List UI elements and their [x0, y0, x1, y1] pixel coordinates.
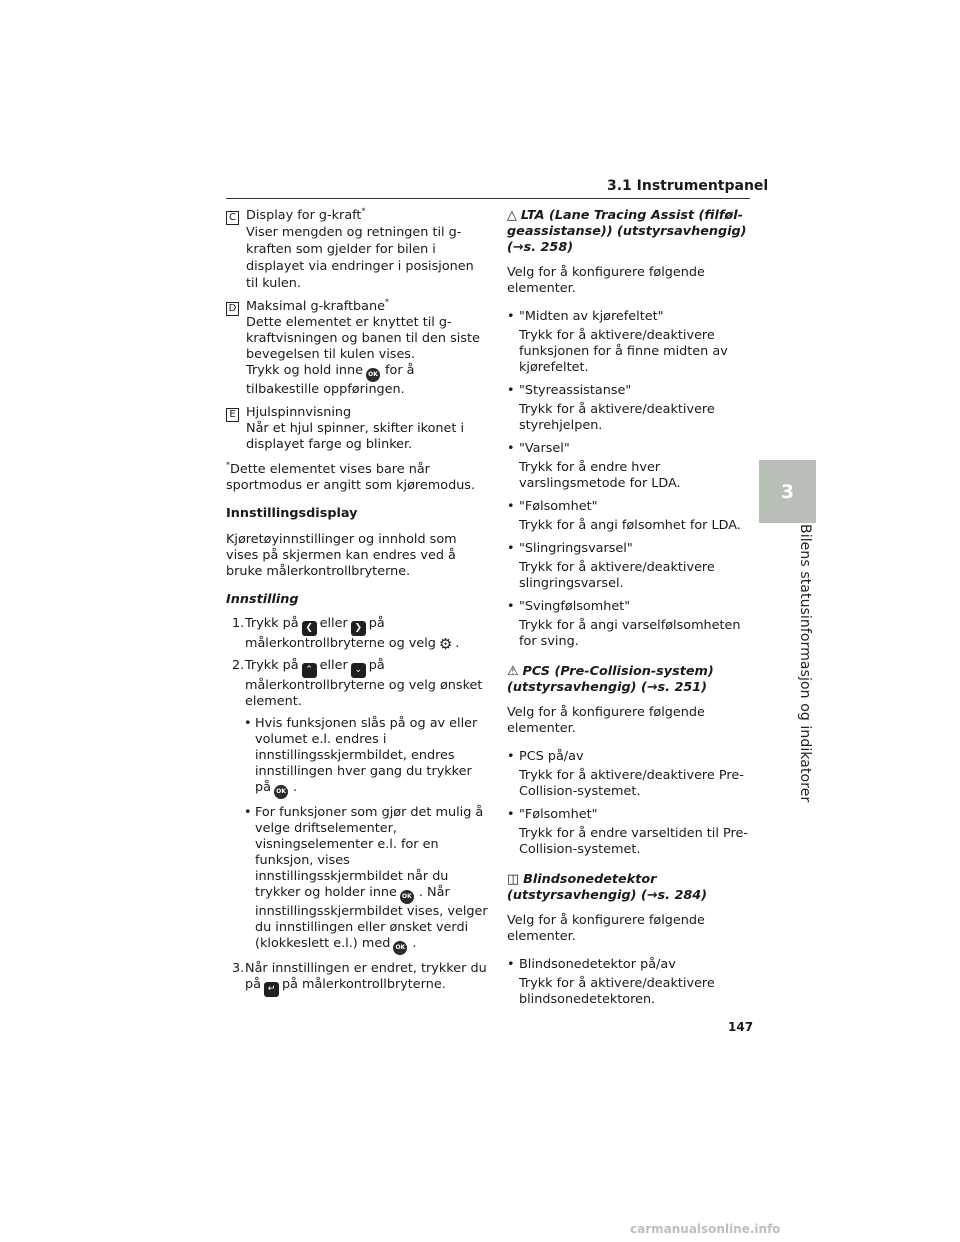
step-text: på målerkontrollbryterne. [281, 977, 446, 992]
bsm-intro: Velg for å konfigurere følgende elementer. [507, 913, 705, 944]
item-e [226, 405, 488, 453]
lta-title: LTA (Lane Tracing Assist (filfølgeassistanse)) (utstyrsavhengig) (→s. 258) [507, 208, 747, 255]
list-item-label: "Slingringsvarsel" [519, 541, 633, 556]
back-arrow-icon: ↵ [264, 982, 279, 997]
list-item-desc: Trykk for å aktivere/deaktivere blindsonedetektoren. [519, 976, 715, 1007]
ok-button-icon: OK [400, 890, 414, 904]
list-item [507, 541, 752, 557]
item-desc: Dette elementet er knyttet til g-kraftvisningen og banen til den siste bevegelsen til kulen vises. [246, 315, 480, 362]
list-item [507, 499, 752, 515]
step-1 [226, 616, 488, 652]
settings-heading: Innstillingsdisplay [226, 506, 358, 521]
list-item-label: "Midten av kjørefeltet" [519, 309, 664, 324]
list-item [507, 599, 752, 615]
item-c [226, 208, 488, 292]
bsm-title: Blindsonedetektor (utstyrsavhengig) (→s. 284) [507, 872, 708, 903]
step-3 [226, 961, 488, 997]
list-item-desc: Trykk for å angi følsomhet for LDA. [519, 518, 741, 533]
step-text: Trykk på [245, 616, 299, 631]
star: * [384, 297, 389, 307]
lane-assist-icon: △ [507, 208, 517, 223]
note-text: Hvis funksjonen slås på og av eller volumet e.l. endres i innstillingsskjermbildet, endres innstillingen hver gang du trykker på [255, 716, 478, 795]
lta-heading [507, 208, 752, 256]
footnote [226, 462, 488, 494]
ok-button-icon: OK [393, 941, 407, 955]
list-item-label: "Følsomhet" [519, 499, 598, 514]
list-item-desc: Trykk for å aktivere/deaktivere Pre-Collision-systemet. [519, 768, 744, 799]
note-text: . [412, 936, 417, 951]
letter-c-badge: C [226, 211, 239, 225]
lta-list [507, 309, 752, 650]
bullet: • [507, 599, 515, 614]
pcs-heading [507, 664, 752, 696]
header-rule [226, 198, 750, 199]
ok-button-icon: OK [366, 368, 380, 382]
item-desc: for å tilbakestille oppføringen. [246, 363, 415, 397]
list-item [507, 309, 752, 325]
bsm-list [507, 957, 752, 1008]
list-item-label: "Varsel" [519, 441, 570, 456]
list-item-label: Blindsonedetektor på/av [519, 957, 676, 972]
note-text: For funksjoner som gjør det mulig å velge driftselementer, visningselementer e.l. for en funksjon, vises innstillingsskjermbildet når du trykker og holder inne [255, 805, 484, 900]
step-text: eller [319, 616, 348, 631]
pcs-title: PCS (Pre-Collision-system) (utstyrsavhengig) (→s. 251) [507, 664, 714, 695]
note-text: . Når innstillingsskjermbildet vises, velger du innstillingen eller ønsket verdi (klokkeslett e.l.) med [255, 885, 488, 951]
ok-button-icon: OK [274, 785, 288, 799]
bullet: • [507, 499, 515, 514]
chevron-up-icon: ⌃ [302, 663, 317, 678]
letter-e-badge: E [226, 408, 239, 422]
footnote-text: Dette elementet vises bare når sportmodus er angitt som kjøremodus. [226, 462, 476, 493]
step-text: . [455, 636, 460, 651]
chevron-right-icon: ❯ [351, 621, 366, 636]
step-text: Trykk på [245, 658, 299, 673]
list-item [507, 441, 752, 457]
item-desc: Trykk og hold inne [246, 363, 364, 378]
note-text: . [292, 780, 298, 795]
step-2-note-2 [226, 805, 488, 955]
list-item-label: PCS på/av [519, 749, 584, 764]
list-item [507, 807, 752, 823]
list-item-desc: Trykk for å angi varselfølsomheten for sving. [519, 618, 741, 649]
lta-intro: Velg for å konfigurere følgende elementer. [507, 265, 705, 296]
section-title: 3.1 Instrumentpanel [607, 178, 769, 194]
list-item-desc: Trykk for å endre varseltiden til Pre-Collision-systemet. [519, 826, 748, 857]
step-text: på målerkontrollbryterne og velg ønsket element. [245, 658, 483, 709]
list-item-desc: Trykk for å aktivere/deaktivere styrehjelpen. [519, 402, 715, 433]
item-title: Hjulspinnvisning [246, 405, 352, 420]
chapter-side-title: Bilens statusinformasjon og indikatorer [797, 524, 813, 803]
gear-icon: ⚙ [438, 635, 453, 653]
chapter-tab: 3 [759, 460, 816, 523]
item-desc: Når et hjul spinner, skifter ikonet i displayet farge og blinker. [246, 421, 465, 452]
list-item-label: "Styreassistanse" [519, 383, 632, 398]
letter-d-badge: D [226, 302, 239, 316]
item-title: Display for g-kraft [246, 208, 362, 223]
bullet: • [244, 805, 252, 820]
list-item-label: "Følsomhet" [519, 807, 598, 822]
settings-subheading: Innstilling [226, 592, 299, 607]
page-number: 147 [728, 1020, 754, 1034]
bullet: • [507, 957, 515, 972]
watermark: carmanualsonline.info [630, 1222, 781, 1236]
step-text: på målerkontrollbryterne og velg [245, 616, 436, 651]
list-item [507, 957, 752, 973]
step-2 [226, 658, 488, 710]
step-2-note-1 [226, 716, 488, 799]
bullet: • [507, 807, 515, 822]
list-item-desc: Trykk for å aktivere/deaktivere funksjonen for å finne midten av kjørefeltet. [519, 328, 728, 375]
item-d [226, 299, 488, 398]
bullet: • [507, 541, 515, 556]
bullet: • [507, 309, 515, 324]
left-column [226, 208, 488, 1003]
chevron-down-icon: ⌄ [351, 663, 366, 678]
pcs-intro: Velg for å konfigurere følgende elementer. [507, 705, 705, 736]
step-text: Når innstillingen er endret, trykker du på [245, 961, 487, 992]
settings-intro: Kjøretøyinnstillinger og innhold som vises på skjermen kan endres ved å bruke målerkontrollbryterne. [226, 532, 457, 579]
step-number: 3. [232, 961, 245, 976]
list-item-label: "Svingfølsomhet" [519, 599, 631, 614]
bullet: • [244, 716, 252, 731]
list-item-desc: Trykk for å endre hver varslingsmetode for LDA. [519, 460, 681, 491]
bullet: • [507, 749, 515, 764]
right-column [507, 208, 752, 1015]
star: * [226, 460, 230, 470]
step-text: eller [319, 658, 348, 673]
list-item [507, 749, 752, 765]
list-item-desc: Trykk for å aktivere/deaktivere slingringsvarsel. [519, 560, 715, 591]
bullet: • [507, 441, 515, 456]
item-desc: Viser mengden og retningen til g-kraften som gjelder for bilen i displayet via endringer i posisjonen til kulen. [246, 225, 474, 291]
step-number: 2. [232, 658, 245, 673]
step-number: 1. [232, 616, 245, 631]
chevron-left-icon: ❮ [302, 621, 317, 636]
pcs-list [507, 749, 752, 858]
item-title: Maksimal g-kraftbane [246, 299, 385, 314]
pcs-icon: ⚠ [507, 664, 519, 679]
bsm-heading [507, 872, 752, 904]
star: * [361, 206, 366, 216]
list-item [507, 383, 752, 399]
bullet: • [507, 383, 515, 398]
blind-spot-icon: ◫ [507, 872, 520, 887]
